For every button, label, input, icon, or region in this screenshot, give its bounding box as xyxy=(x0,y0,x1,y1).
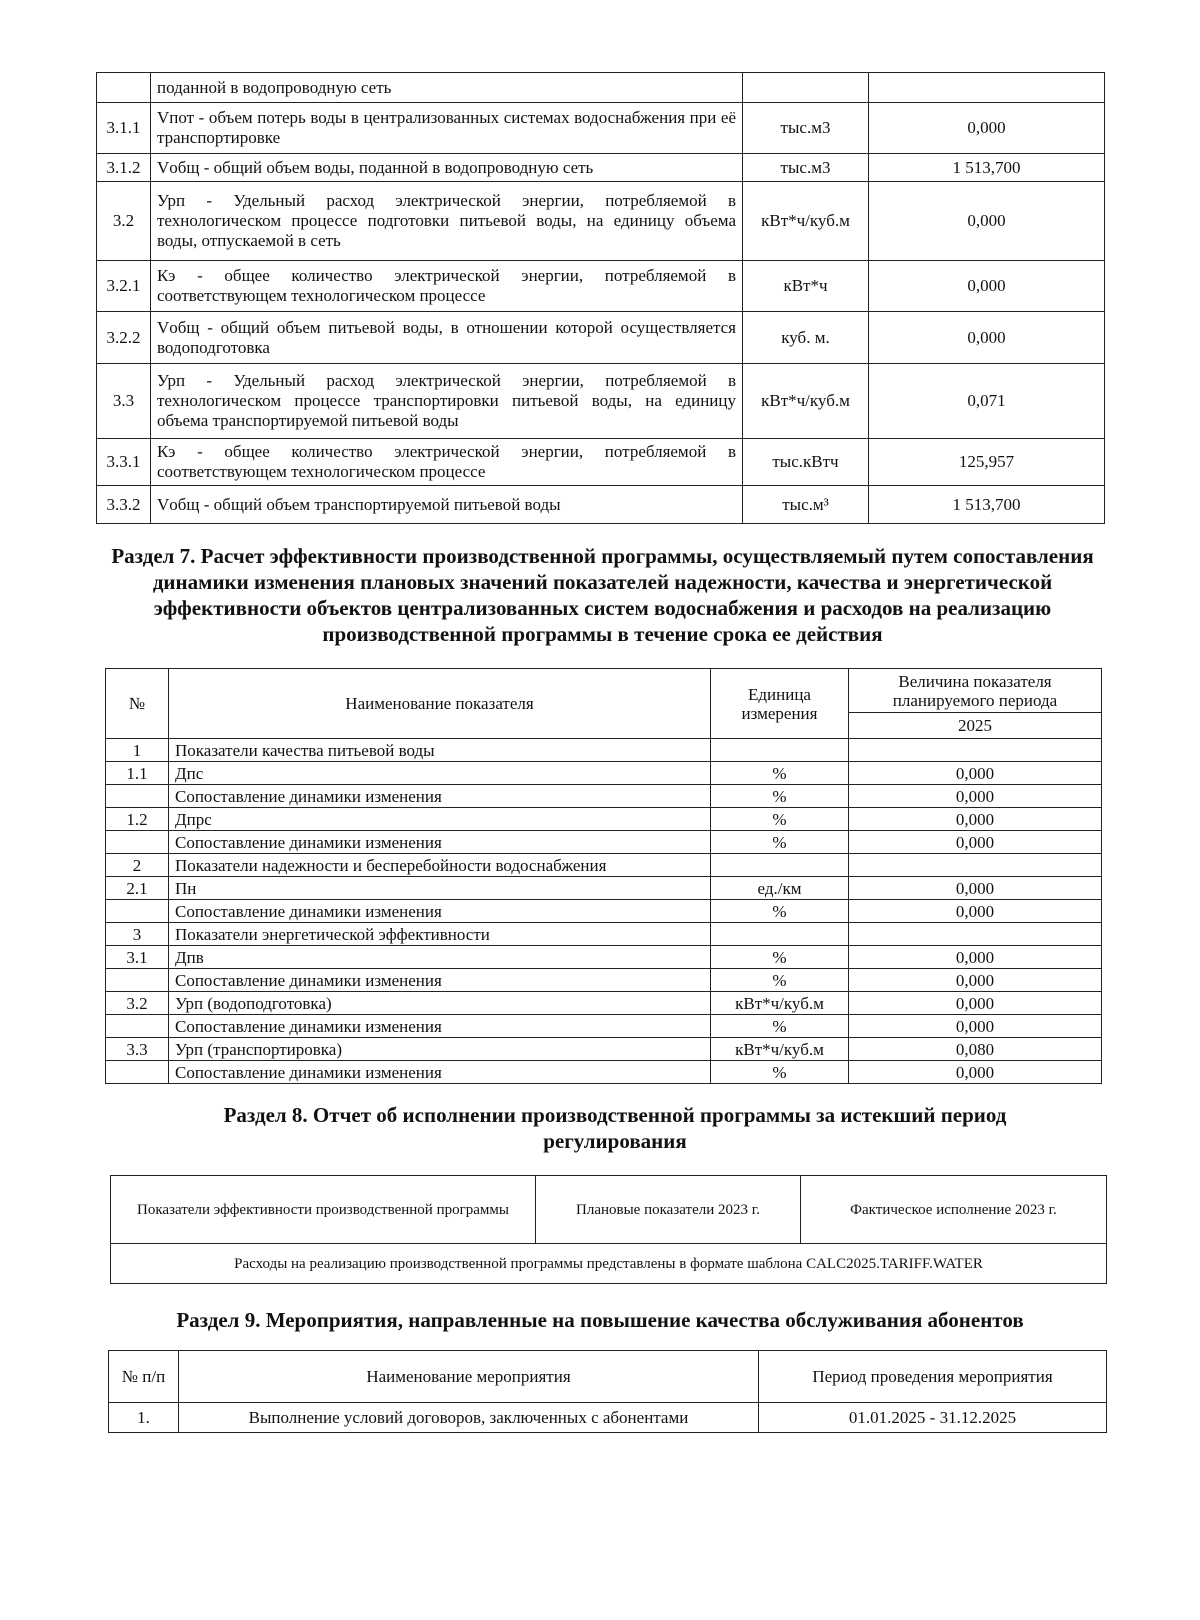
row-name: Сопоставление динамики изменения xyxy=(169,900,711,923)
row-num: 3.3.2 xyxy=(97,486,151,524)
row-num: 1.2 xyxy=(106,808,169,831)
row-num: 3.2.1 xyxy=(97,261,151,312)
row-value: 0,000 xyxy=(869,312,1105,364)
row-name: Сопоставление динамики изменения xyxy=(169,1061,711,1084)
table-row xyxy=(97,261,1105,312)
row-value: 1 513,700 xyxy=(869,154,1105,182)
row-value: 1 513,700 xyxy=(869,486,1105,524)
row-value: 0,000 xyxy=(869,261,1105,312)
table-row xyxy=(97,486,1105,524)
row-name: Сопоставление динамики изменения xyxy=(169,969,711,992)
row-name: Сопоставление динамики изменения xyxy=(169,831,711,854)
row-value: 0,000 xyxy=(869,103,1105,154)
row-name: Дпв xyxy=(169,946,711,969)
row-value: 0,000 xyxy=(849,785,1102,808)
table-row xyxy=(97,312,1105,364)
row-value xyxy=(849,923,1102,946)
row-unit: ед./км xyxy=(711,877,849,900)
row-value: 0,000 xyxy=(849,762,1102,785)
row-unit: % xyxy=(711,900,849,923)
row-name: Сопоставление динамики изменения xyxy=(169,1015,711,1038)
row-num xyxy=(106,969,169,992)
row-unit: % xyxy=(711,1061,849,1084)
row-unit xyxy=(743,73,869,103)
row-unit: тыс.м3 xyxy=(743,103,869,154)
row-unit: тыс.м3 xyxy=(743,154,869,182)
row-num: 3.1 xyxy=(106,946,169,969)
row-num: 2.1 xyxy=(106,877,169,900)
table-row xyxy=(106,877,1102,900)
row-num xyxy=(97,73,151,103)
row-num: 3.2.2 xyxy=(97,312,151,364)
table-row xyxy=(106,1038,1102,1061)
row-name: Урп - Удельный расход электрической энергии, потребляемой в технологическом процессе подготовки питьевой воды, на единицу объема воды, отпускаемой в сеть xyxy=(151,182,743,261)
row-unit xyxy=(711,739,849,762)
header-actual: Фактическое исполнение 2023 г. xyxy=(801,1176,1107,1244)
row-name: Урп (водоподготовка) xyxy=(169,992,711,1015)
header-planned: Плановые показатели 2023 г. xyxy=(536,1176,801,1244)
row-value: 0,000 xyxy=(849,1061,1102,1084)
row-num xyxy=(106,1015,169,1038)
row-name: Кэ - общее количество электрической энергии, потребляемой в соответствующем технологическом процессе xyxy=(151,261,743,312)
row-name: Vобщ - общий объем питьевой воды, в отношении которой осуществляется водоподготовка xyxy=(151,312,743,364)
table-row xyxy=(97,364,1105,439)
row-unit: кВт*ч/куб.м xyxy=(743,182,869,261)
table-row xyxy=(97,182,1105,261)
table-row xyxy=(106,762,1102,785)
row-num: 1.1 xyxy=(106,762,169,785)
row-value xyxy=(849,739,1102,762)
row-num: 3.3 xyxy=(97,364,151,439)
row-unit: кВт*ч xyxy=(743,261,869,312)
row-unit xyxy=(711,923,849,946)
row-num: 3.2 xyxy=(106,992,169,1015)
row-unit: кВт*ч/куб.м xyxy=(711,992,849,1015)
row-unit: тыс.м³ xyxy=(743,486,869,524)
header-name: Наименование показателя xyxy=(169,669,711,739)
row-name: Дпс xyxy=(169,762,711,785)
row-value: 0,000 xyxy=(869,182,1105,261)
row-unit xyxy=(711,854,849,877)
table-row xyxy=(97,73,1105,103)
table-row xyxy=(106,785,1102,808)
row-value: 0,000 xyxy=(849,808,1102,831)
table-row xyxy=(106,923,1102,946)
section8-title: Раздел 8. Отчет об исполнении производственной программы за истекший период регулирования xyxy=(223,1103,1007,1153)
row-name: Урп - Удельный расход электрической энергии, потребляемой в технологическом процессе транспортировки питьевой воды, на единицу объема транспортируемой питьевой воды xyxy=(151,364,743,439)
row-value: 0,000 xyxy=(849,877,1102,900)
section7-title: Раздел 7. Расчет эффективности производственной программы, осуществляемый путем сопоставления динамики изменения плановых значений показателей надежности, качества и энергетической эффективности объектов централизованных систем водоснабжения и расходов на реализацию производственной программы в течение срока ее действия xyxy=(111,544,1094,646)
row-unit: % xyxy=(711,762,849,785)
row-num xyxy=(106,900,169,923)
row-value xyxy=(849,854,1102,877)
section9-title: Раздел 9. Мероприятия, направленные на повышение качества обслуживания абонентов xyxy=(176,1308,1024,1332)
row-name: Пн xyxy=(169,877,711,900)
row-value: 0,000 xyxy=(849,946,1102,969)
row-num: 3.3 xyxy=(106,1038,169,1061)
row-value: 125,957 xyxy=(869,439,1105,486)
row-name: поданной в водопроводную сеть xyxy=(151,73,743,103)
row-num: 2 xyxy=(106,854,169,877)
row-name: Дпрс xyxy=(169,808,711,831)
row-name: Показатели энергетической эффективности xyxy=(169,923,711,946)
header-value: Величина показателя планируемого периода xyxy=(849,669,1102,713)
row-unit: кВт*ч/куб.м xyxy=(743,364,869,439)
table-row xyxy=(97,439,1105,486)
row-unit: тыс.кВтч xyxy=(743,439,869,486)
table-row xyxy=(97,103,1105,154)
row-unit: кВт*ч/куб.м xyxy=(711,1038,849,1061)
row-num: 3.2 xyxy=(97,182,151,261)
row-name: Показатели надежности и бесперебойности водоснабжения xyxy=(169,854,711,877)
row-name: Vобщ - общий объем транспортируемой питьевой воды xyxy=(151,486,743,524)
row-name: Кэ - общее количество электрической энергии, потребляемой в соответствующем технологическом процессе xyxy=(151,439,743,486)
row-num xyxy=(106,1061,169,1084)
row-name: Показатели качества питьевой воды xyxy=(169,739,711,762)
header-unit: Единица измерения xyxy=(711,669,849,739)
measure-period: 01.01.2025 - 31.12.2025 xyxy=(759,1403,1107,1433)
row-value xyxy=(869,73,1105,103)
row-value: 0,000 xyxy=(849,831,1102,854)
row-num: 3.3.1 xyxy=(97,439,151,486)
measures-table xyxy=(108,1350,1107,1433)
table-row xyxy=(106,946,1102,969)
table-row xyxy=(106,969,1102,992)
row-unit: куб. м. xyxy=(743,312,869,364)
row-value: 0,000 xyxy=(849,992,1102,1015)
row-unit: % xyxy=(711,946,849,969)
row-num xyxy=(106,785,169,808)
row-value: 0,080 xyxy=(849,1038,1102,1061)
table-row xyxy=(106,900,1102,923)
measure-num: 1. xyxy=(109,1403,179,1433)
row-name: Vпот - объем потерь воды в централизованных системах водоснабжения при её транспортировке xyxy=(151,103,743,154)
row-value: 0,071 xyxy=(869,364,1105,439)
row-name: Сопоставление динамики изменения xyxy=(169,785,711,808)
header-num: № xyxy=(106,669,169,739)
table-row xyxy=(106,1061,1102,1084)
header-indicators: Показатели эффективности производственной программы xyxy=(111,1176,536,1244)
header-period: Период проведения мероприятия xyxy=(759,1351,1107,1403)
energy-indicators-table xyxy=(96,72,1105,524)
row-value: 0,000 xyxy=(849,1015,1102,1038)
table-row xyxy=(106,1015,1102,1038)
row-num: 3.1.2 xyxy=(97,154,151,182)
header-num: № п/п xyxy=(109,1351,179,1403)
table-row xyxy=(106,854,1102,877)
row-unit: % xyxy=(711,808,849,831)
row-value: 0,000 xyxy=(849,969,1102,992)
row-name: Vобщ - общий объем воды, поданной в водопроводную сеть xyxy=(151,154,743,182)
row-num: 1 xyxy=(106,739,169,762)
row-unit: % xyxy=(711,1015,849,1038)
measure-name: Выполнение условий договоров, заключенных с абонентами xyxy=(179,1403,759,1433)
header-year: 2025 xyxy=(849,713,1102,739)
row-num: 3.1.1 xyxy=(97,103,151,154)
row-num xyxy=(106,831,169,854)
table-row xyxy=(106,739,1102,762)
table-row xyxy=(97,154,1105,182)
report-table xyxy=(110,1175,1107,1284)
table-row xyxy=(106,808,1102,831)
row-unit: % xyxy=(711,831,849,854)
row-unit: % xyxy=(711,785,849,808)
row-value: 0,000 xyxy=(849,900,1102,923)
header-name: Наименование мероприятия xyxy=(179,1351,759,1403)
row-num: 3 xyxy=(106,923,169,946)
row-name: Урп (транспортировка) xyxy=(169,1038,711,1061)
table-row xyxy=(106,992,1102,1015)
report-note: Расходы на реализацию производственной программы представлены в формате шаблона CALC2025.TARIFF.WATER xyxy=(111,1244,1107,1284)
row-unit: % xyxy=(711,969,849,992)
table-row xyxy=(106,831,1102,854)
efficiency-table xyxy=(105,668,1102,1084)
